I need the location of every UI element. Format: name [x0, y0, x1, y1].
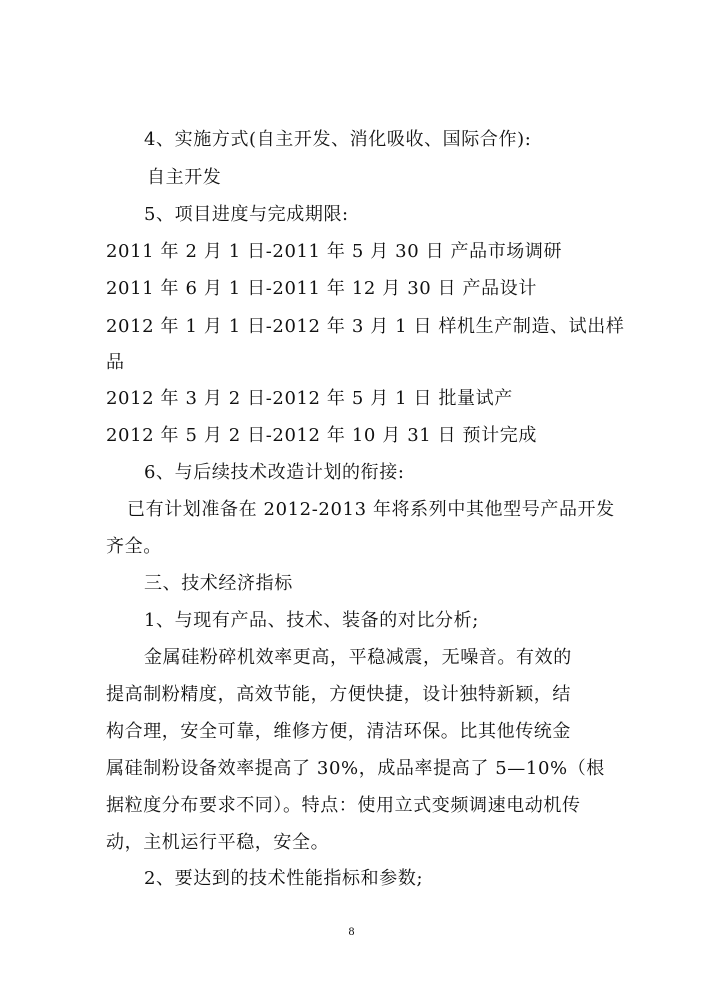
- comparison-paragraph-line-1: 金属硅粉碎机效率更高，平稳减震，无噪音。有效的: [144, 647, 572, 668]
- page-number: 8: [348, 924, 355, 938]
- schedule-line-5: 2012 年 5 月 2 日-2012 年 10 月 31 日 预计完成: [106, 425, 537, 446]
- schedule-line-4: 2012 年 3 月 2 日-2012 年 5 月 1 日 批量试产: [106, 388, 513, 409]
- comparison-paragraph-line-6: 动，主机运行平稳，安全。: [106, 832, 330, 853]
- comparison-paragraph-line-2: 提高制粉精度，高效节能，方便快捷，设计独特新颖，结: [106, 684, 571, 705]
- schedule-line-3: 2012 年 1 月 1 日-2012 年 3 月 1 日 样机生产制造、试出样: [106, 316, 625, 337]
- schedule-line-3-continuation: 品: [106, 352, 125, 373]
- subsection-1-comparison: 1、与现有产品、技术、装备的对比分析;: [144, 610, 479, 631]
- comparison-paragraph-line-5: 据粒度分布要求不同）。特点：使用立式变频调速电动机传: [106, 795, 581, 816]
- section-3-heading: 三、技术经济指标: [144, 573, 293, 594]
- follow-up-plan-text: 已有计划准备在 2012-2013 年将系列中其他型号产品开发: [127, 499, 615, 520]
- comparison-paragraph-line-3: 构合理，安全可靠，维修方便，清洁环保。比其他传统金: [106, 721, 571, 742]
- comparison-paragraph-line-4: 属硅制粉设备效率提高了 30%，成品率提高了 5—10%（根: [106, 758, 605, 779]
- section-5-schedule: 5、项目进度与完成期限:: [144, 204, 349, 225]
- follow-up-plan-text-continuation: 齐全。: [106, 536, 162, 557]
- schedule-line-2: 2011 年 6 月 1 日-2011 年 12 月 30 日 产品设计: [106, 278, 537, 299]
- section-6-follow-up-plan: 6、与后续技术改造计划的衔接:: [144, 462, 405, 483]
- schedule-line-1: 2011 年 2 月 1 日-2011 年 5 月 30 日 产品市场调研: [106, 241, 563, 262]
- section-4-implementation-method: 4、实施方式(自主开发、消化吸收、国际合作):: [144, 129, 532, 150]
- implementation-method-value: 自主开发: [147, 167, 222, 188]
- subsection-2-performance-targets: 2、要达到的技术性能指标和参数;: [144, 868, 424, 889]
